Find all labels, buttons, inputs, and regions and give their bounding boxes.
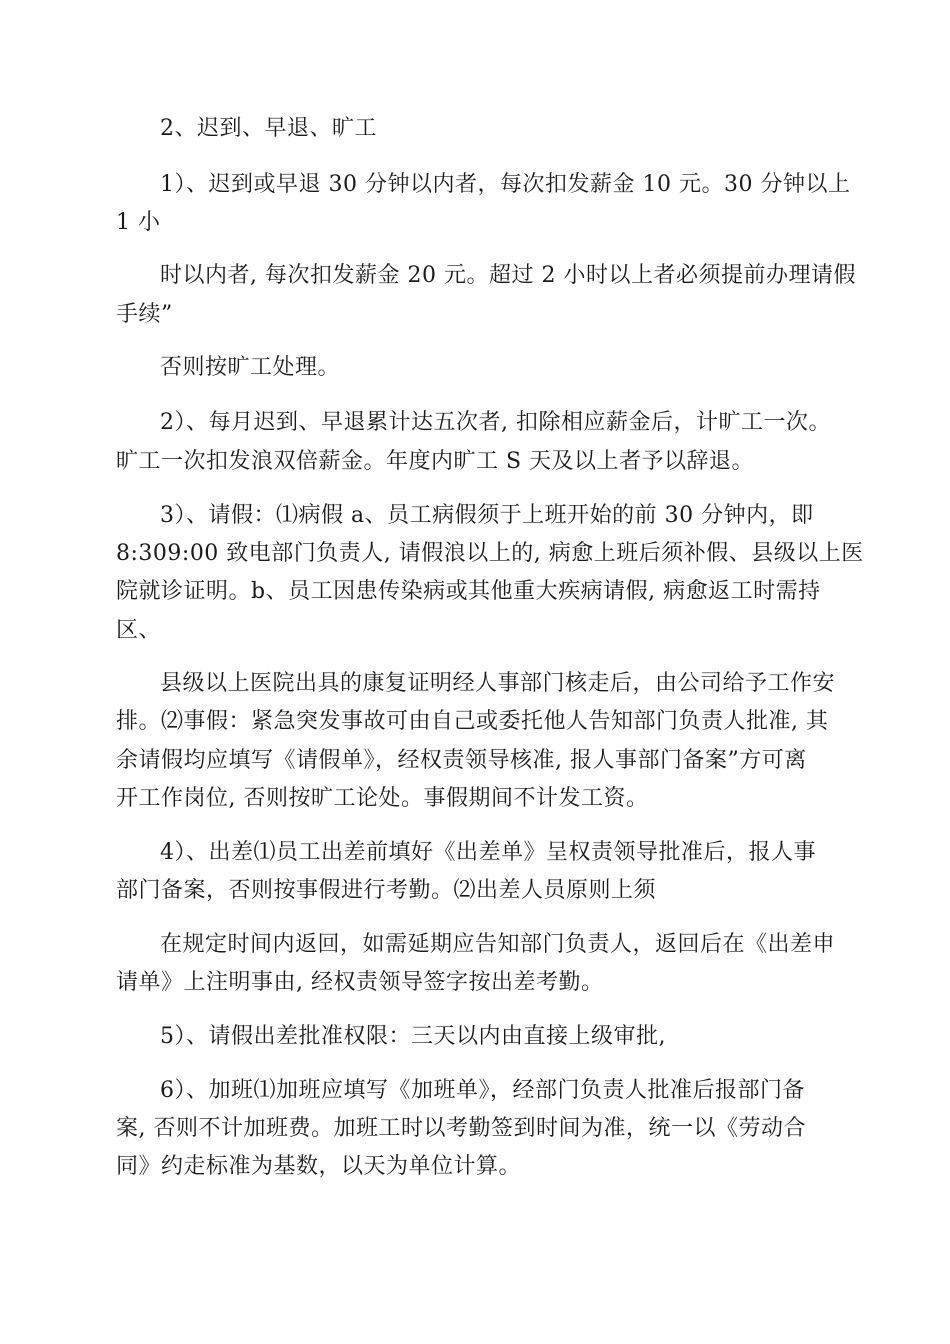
paragraph-line: 3）、请假：⑴病假 a、员工病假须于上班开始的前 30 分钟内，即 <box>160 503 814 528</box>
paragraph-line: 余请假均应填写《请假单》，经权责领导核准, 报人事部门备案”方可离 <box>116 748 807 773</box>
paragraph-line: 同》约走标准为基数，以天为单位计算。 <box>116 1154 522 1179</box>
paragraph-line: 手续” <box>116 302 173 327</box>
paragraph-line: 区、 <box>116 618 162 643</box>
paragraph-line: 1 小 <box>116 210 161 235</box>
paragraph-line: 院就诊证明。b、员工因患传染病或其他重大疾病请假, 病愈返工时需持 <box>116 579 821 604</box>
paragraph-line: 部门备案，否则按事假进行考勤。⑵出差人员原则上须 <box>116 878 657 903</box>
paragraph-line: 案, 否则不计加班费。加班工时以考勤签到时间为准，统一以《劳动合 <box>116 1116 806 1141</box>
paragraph-line: 1）、迟到或早退 30 分钟以内者，每次扣发薪金 10 元。30 分钟以上 <box>160 172 851 197</box>
paragraph-line: 旷工一次扣发浪双倍薪金。年度内旷工 S 天及以上者予以辞退。 <box>116 449 755 474</box>
paragraph-line: 8:309:00 致电部门负责人, 请假浪以上的, 病愈上班后须补假、县级以上医 <box>116 541 864 566</box>
paragraph-line: 否则按旷工处理。 <box>160 355 341 380</box>
paragraph-line: 在规定时间内返回，如需延期应告知部门负责人，返回后在《出差申 <box>160 932 836 957</box>
paragraph-line: 开工作岗位, 否则按旷工论处。事假期间不计发工资。 <box>116 786 649 811</box>
paragraph-line: 时以内者, 每次扣发薪金 20 元。超过 2 小时以上者必须提前办理请假 <box>160 263 856 288</box>
paragraph-line: 2）、每月迟到、早退累计达五次者, 扣除相应薪金后，计旷工一次。 <box>160 410 831 435</box>
paragraph-line: 县级以上医院出具的康复证明经人事部门核走后，由公司给予工作安 <box>160 671 836 696</box>
paragraph-line: 4）、出差⑴员工出差前填好《出差单》呈权责领导批准后，报人事 <box>160 840 816 865</box>
paragraph-line: 排。⑵事假：紧急突发事故可由自己或委托他人告知部门负责人批准, 其 <box>116 709 829 734</box>
section-heading: 2、迟到、早退、旷工 <box>160 116 377 141</box>
paragraph-line: 请单》上注明事由, 经权责领导签字按出差考勤。 <box>116 970 604 995</box>
paragraph-line: 5）、请假出差批准权限：三天以内由直接上级审批, <box>160 1024 666 1049</box>
paragraph-line: 6）、加班⑴加班应填写《加班单》，经部门负责人批准后报部门备 <box>160 1078 805 1103</box>
